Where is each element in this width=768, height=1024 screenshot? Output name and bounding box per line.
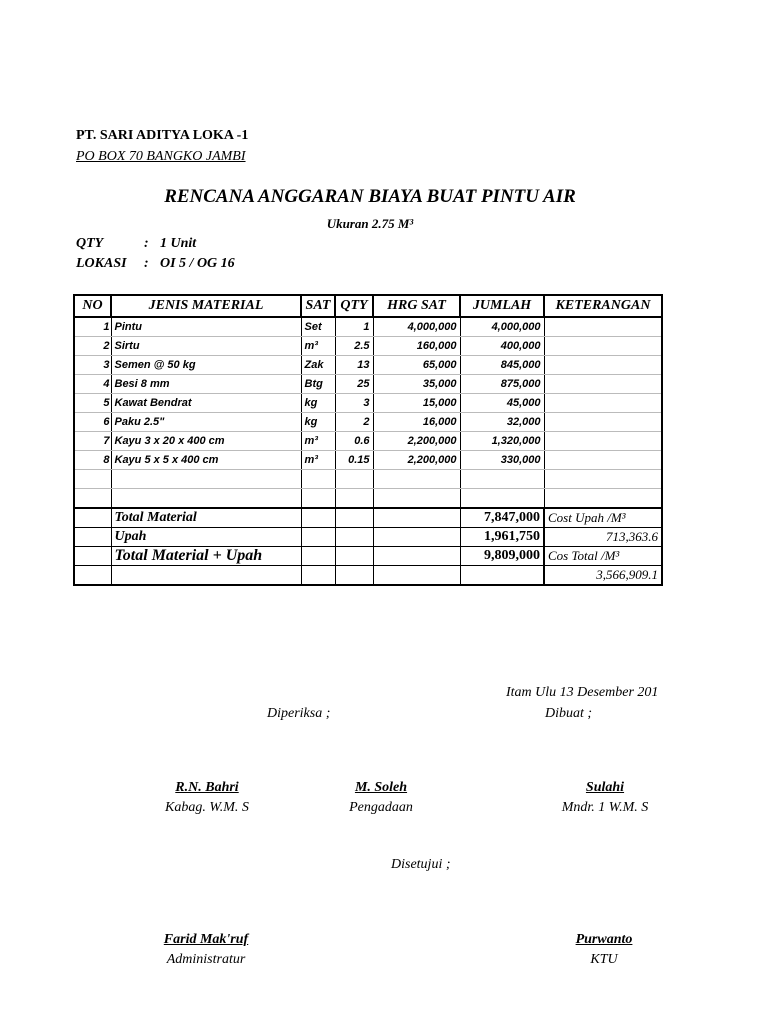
- upah-label: Upah: [111, 528, 301, 547]
- qty-info: [76, 236, 326, 254]
- row-jumlah: 45,000: [460, 394, 544, 413]
- row-material: Paku 2.5": [111, 413, 301, 432]
- signatory-5-name: Purwanto: [575, 932, 633, 947]
- total-material-value: 7,847,000: [460, 508, 544, 528]
- col-header-qty: QTY: [335, 295, 373, 317]
- cos-total-row: [74, 566, 662, 586]
- lokasi-info: [76, 256, 326, 274]
- lokasi-value: OI 5 / OG 16: [160, 256, 235, 271]
- row-qty: 2.5: [335, 337, 373, 356]
- col-header-keterangan: KETERANGAN: [544, 295, 662, 317]
- empty-row: [74, 470, 662, 489]
- grand-total-label: Total Material + Upah: [111, 547, 301, 566]
- row-keterangan: [544, 375, 662, 394]
- row-sat: Zak: [301, 356, 335, 375]
- row-keterangan: [544, 356, 662, 375]
- row-sat: m³: [301, 451, 335, 470]
- total-material-row: [74, 508, 662, 528]
- row-keterangan: [544, 451, 662, 470]
- upah-row: [74, 528, 662, 547]
- signatory-3-name: Sulahi: [585, 780, 625, 795]
- row-keterangan: [544, 394, 662, 413]
- table-row: [74, 413, 662, 432]
- row-hrg: 2,200,000: [373, 451, 460, 470]
- row-hrg: 65,000: [373, 356, 460, 375]
- row-material: Semen @ 50 kg: [111, 356, 301, 375]
- row-qty: 25: [335, 375, 373, 394]
- signatory-4-name: Farid Mak'ruf: [163, 932, 249, 947]
- row-sat: kg: [301, 413, 335, 432]
- row-jumlah: 1,320,000: [460, 432, 544, 451]
- signatory-3-role: Mndr. 1 W.M. S: [561, 800, 649, 815]
- row-jumlah: 845,000: [460, 356, 544, 375]
- table-row: [74, 375, 662, 394]
- col-header-sat: SAT: [301, 295, 335, 317]
- signatory-4-role: Administratur: [166, 952, 246, 967]
- row-hrg: 160,000: [373, 337, 460, 356]
- row-sat: m³: [301, 337, 335, 356]
- dibuat-label: Dibuat ;: [545, 706, 593, 721]
- signatory-1-name: R.N. Bahri: [175, 780, 239, 795]
- row-keterangan: [544, 413, 662, 432]
- row-jumlah: 4,000,000: [460, 317, 544, 337]
- row-material: Pintu: [111, 317, 301, 337]
- table-row: [74, 451, 662, 470]
- grand-total-value: 9,809,000: [460, 547, 544, 566]
- diperiksa-label: Diperiksa ;: [267, 706, 331, 721]
- row-hrg: 35,000: [373, 375, 460, 394]
- row-qty: 0.15: [335, 451, 373, 470]
- signatory-2-role: Pengadaan: [349, 800, 413, 815]
- row-hrg: 4,000,000: [373, 317, 460, 337]
- cos-total-label: Cos Total /M³: [544, 547, 662, 566]
- row-jumlah: 875,000: [460, 375, 544, 394]
- row-hrg: 16,000: [373, 413, 460, 432]
- row-sat: kg: [301, 394, 335, 413]
- col-header-material: JENIS MATERIAL: [111, 295, 301, 317]
- row-keterangan: [544, 337, 662, 356]
- row-no: 3: [74, 356, 111, 375]
- row-no: 7: [74, 432, 111, 451]
- col-header-no: NO: [74, 295, 111, 317]
- row-jumlah: 400,000: [460, 337, 544, 356]
- row-no: 2: [74, 337, 111, 356]
- row-no: 6: [74, 413, 111, 432]
- row-no: 4: [74, 375, 111, 394]
- row-sat: Btg: [301, 375, 335, 394]
- row-material: Kayu 5 x 5 x 400 cm: [111, 451, 301, 470]
- row-jumlah: 330,000: [460, 451, 544, 470]
- table-row: [74, 356, 662, 375]
- disetujui-label: Disetujui ;: [391, 857, 451, 872]
- table-header-row: [74, 295, 662, 317]
- col-header-hrg-sat: HRG SAT: [373, 295, 460, 317]
- row-no: 5: [74, 394, 111, 413]
- lokasi-label: LOKASI: [76, 256, 127, 271]
- row-qty: 2: [335, 413, 373, 432]
- cos-total-value: 3,566,909.1: [544, 566, 662, 586]
- document-subtitle: Ukuran 2.75 M³: [326, 216, 414, 231]
- row-material: Sirtu: [111, 337, 301, 356]
- row-jumlah: 32,000: [460, 413, 544, 432]
- col-header-jumlah: JUMLAH: [460, 295, 544, 317]
- row-hrg: 15,000: [373, 394, 460, 413]
- table-row: [74, 337, 662, 356]
- qty-label: QTY: [76, 236, 104, 251]
- row-no: 1: [74, 317, 111, 337]
- signatory-2-name: M. Soleh: [354, 780, 408, 795]
- table-row: [74, 432, 662, 451]
- qty-colon: :: [144, 236, 149, 251]
- row-qty: 3: [335, 394, 373, 413]
- cost-upah-label: Cost Upah /M³: [544, 508, 662, 528]
- row-hrg: 2,200,000: [373, 432, 460, 451]
- grand-total-row: [74, 547, 662, 566]
- total-material-label: Total Material: [111, 508, 301, 528]
- row-material: Besi 8 mm: [111, 375, 301, 394]
- row-qty: 0.6: [335, 432, 373, 451]
- company-name: PT. SARI ADITYA LOKA -1: [76, 128, 249, 143]
- row-material: Kayu 3 x 20 x 400 cm: [111, 432, 301, 451]
- company-address: PO BOX 70 BANGKO JAMBI: [76, 149, 246, 164]
- lokasi-colon: :: [144, 256, 149, 271]
- qty-value: 1 Unit: [160, 236, 197, 251]
- row-qty: 13: [335, 356, 373, 375]
- row-keterangan: [544, 317, 662, 337]
- row-sat: Set: [301, 317, 335, 337]
- budget-table: [73, 294, 663, 586]
- table-row: [74, 394, 662, 413]
- document-title: RENCANA ANGGARAN BIAYA BUAT PINTU AIR: [164, 186, 576, 207]
- row-sat: m³: [301, 432, 335, 451]
- place-date: Itam Ulu 13 Desember 201: [506, 685, 659, 700]
- empty-row: [74, 489, 662, 509]
- row-keterangan: [544, 432, 662, 451]
- upah-value: 1,961,750: [460, 528, 544, 547]
- table-row: [74, 317, 662, 337]
- cost-upah-value: 713,363.6: [544, 528, 662, 547]
- signatory-1-role: Kabag. W.M. S: [165, 800, 249, 815]
- row-material: Kawat Bendrat: [111, 394, 301, 413]
- row-no: 8: [74, 451, 111, 470]
- signatory-5-role: KTU: [590, 952, 618, 967]
- row-qty: 1: [335, 317, 373, 337]
